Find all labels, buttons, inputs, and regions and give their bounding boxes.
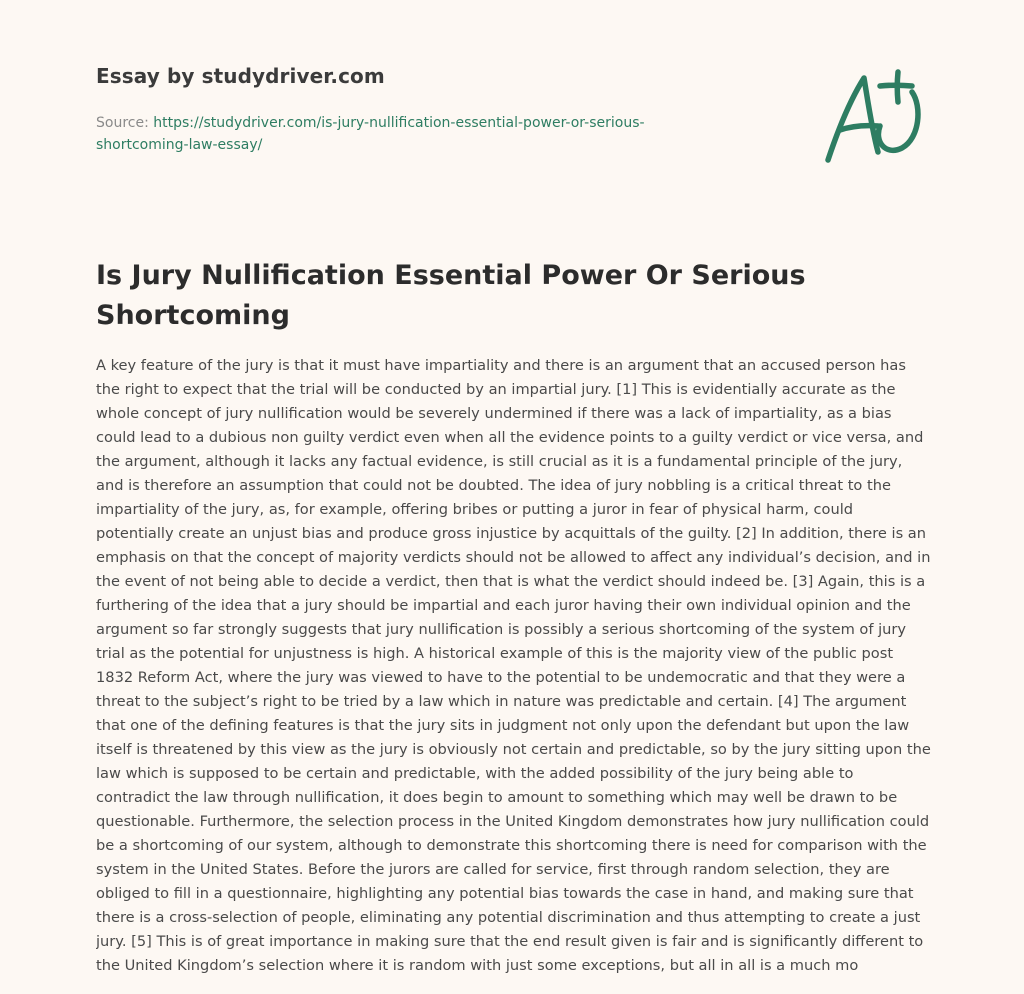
source-line [96, 112, 696, 156]
essay-body: A key feature of the jury is that it must have impartiality and there is an argument that an accused person has the right to expect that the trial will be conducted by an impartial jury. [1] This is evidentially accurate as the whole concept of jury nullification would be severely undermined if there was a lack of impartiality, as a bias could lead to a dubious non guilty verdict even when all the evidence points to a guilty verdict or vice versa, and the argument, although it lacks any factual evidence, is still crucial as it is a fundamental principle of the jury, and is therefore an assumption that could not be doubted. The idea of jury nobbling is a critical threat to the impartiality of the jury, as, for example, offering bribes or putting a juror in fear of physical harm, could potentially create an unjust bias and produce gross injustice by acquittals of the guilty. [2] In addition, there is an emphasis on that the concept of majority verdicts should not be allowed to affect any individual’s decision, and in the event of not being able to decide a verdict, then that is what the verdict should indeed be. [3] Again, this is a furthering of the idea that a jury should be impartial and each juror having their own individual opinion and the argument so far strongly suggests that jury nullification is possibly a serious shortcoming of the system of jury trial as the potential for unjustness is high. A historical example of this is the majority view of the public post 1832 Reform Act, where the jury was viewed to have to the potential to be undemocratic and that they were a threat to the subject’s right to be tried by a law which in nature was predictable and certain. [4] The argument that one of the defining features is that the jury sits in judgment not only upon the defendant but upon the law itself is threatened by this view as the jury is obviously not certain and predictable, so by the jury sitting upon the law which is supposed to be certain and predictable, with the added possibility of the jury being able to contradict the law through nullification, it does begin to amount to something which may well be drawn to be questionable. Furthermore, the selection process in the United Kingdom demonstrates how jury nullification could be a shortcoming of our system, although to demonstrate this shortcoming there is need for comparison with the system in the United States. Before the jurors are called for service, first through random selection, they are obliged to fill in a questionnaire, highlighting any potential bias towards the case in hand, and making sure that there is a cross-selection of people, eliminating any potential discrimination and thus attempting to create a just jury. [5] This is of great importance in making sure that the end result given is fair and is significantly different to the United Kingdom’s selection where it is random with just some exceptions, but all in all is a much mo [96, 357, 931, 974]
site-brand: Essay by studydriver.com [96, 64, 385, 88]
essay-title: Is Jury Nullification Essential Power Or Serious Shortcoming [96, 260, 806, 331]
source-label: Source: [96, 115, 149, 131]
source-link[interactable]: https://studydriver.com/is-jury-nullification-essential-power-or-serious-shortcoming-law-essay/ [96, 115, 645, 153]
a-plus-logo-icon [820, 68, 930, 168]
